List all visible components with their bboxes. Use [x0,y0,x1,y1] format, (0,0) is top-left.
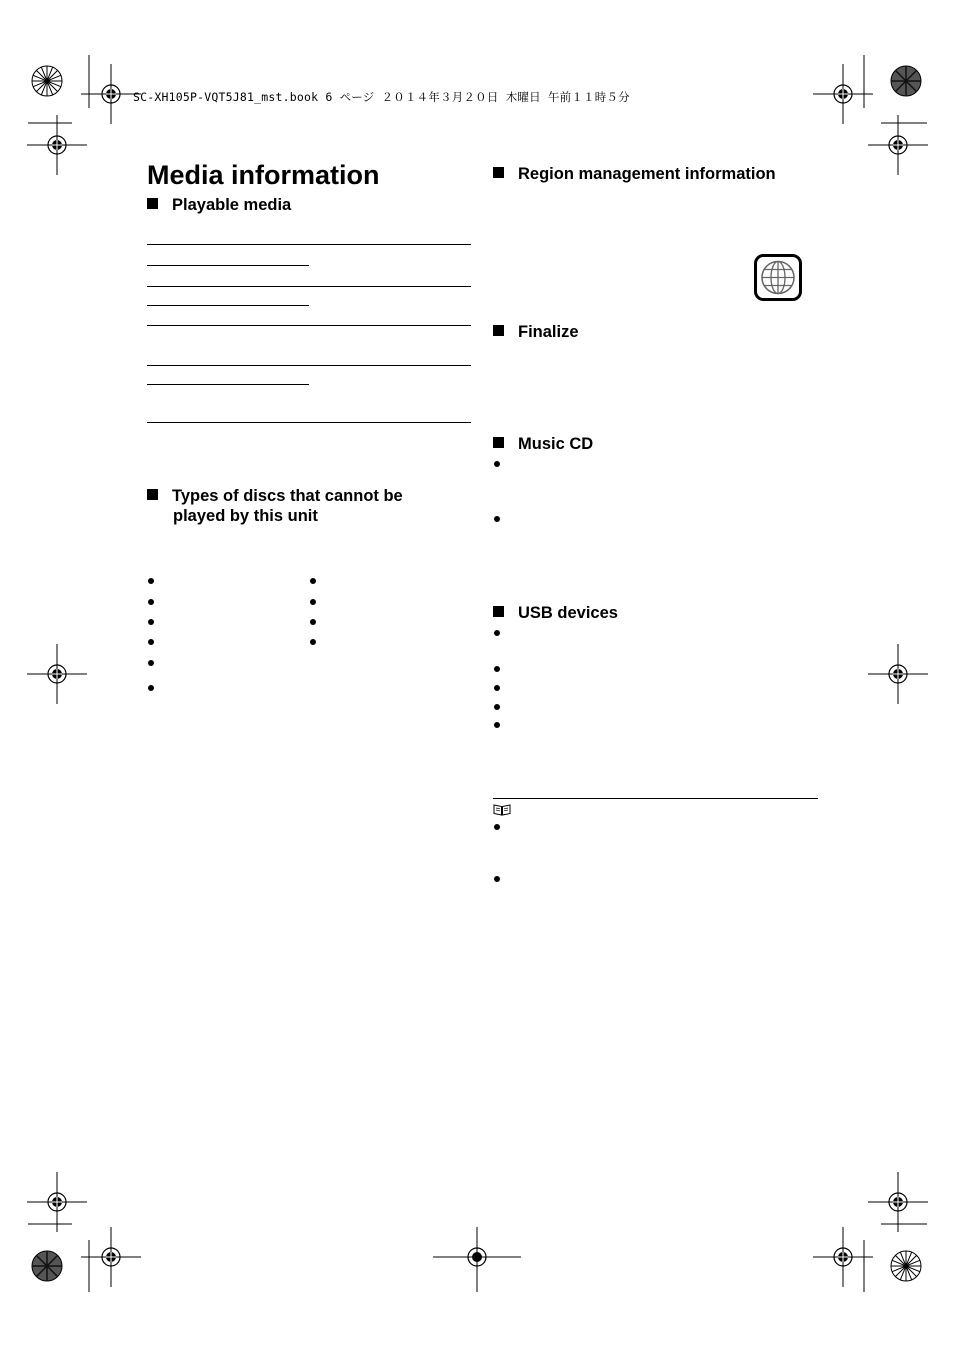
heading-square-icon [147,489,158,500]
bullet [148,619,154,625]
heading-square-icon [493,437,504,448]
bullet [494,516,500,522]
region-management-heading [493,165,776,184]
bullet [494,876,500,882]
table-rule [147,325,471,326]
table-rule [147,365,471,366]
table-rule-short [147,384,309,385]
bullet [494,722,500,728]
heading-text: Region management information [518,165,776,183]
heading-text: USB devices [518,604,618,622]
globe-region-all-icon [754,254,802,301]
open-book-icon [493,803,511,816]
bullet [494,685,500,691]
bullet [494,461,500,467]
heading-text: Playable media [172,196,292,214]
table-rule [147,422,471,423]
table-rule [147,244,471,245]
page-title: Media information [147,160,380,190]
table-rule-short [147,305,309,306]
table-rule [147,286,471,287]
bullet [494,666,500,672]
heading-square-icon [493,606,504,617]
bullet [148,660,154,666]
bullet [310,599,316,605]
bullet [310,619,316,625]
bullet [148,639,154,645]
heading-text-line1: Types of discs that cannot be [172,487,403,505]
heading-text: Music CD [518,435,594,453]
bullet [310,639,316,645]
bullet [494,704,500,710]
finalize-heading [493,323,579,342]
bullet [148,685,154,691]
music-cd-heading [493,435,593,454]
bullet [494,824,500,830]
unplayable-discs-heading [147,486,403,526]
heading-square-icon [493,167,504,178]
heading-square-icon [493,325,504,336]
note-divider [493,798,818,799]
playable-media-heading [147,196,291,215]
bullet [494,630,500,636]
usb-devices-heading [493,604,618,623]
table-rule-short [147,265,309,266]
heading-square-icon [147,198,158,209]
bullet [310,578,316,584]
bullet [148,578,154,584]
file-info-line: SC-XH105P-VQT5J81_mst.book 6 ページ ２０１４年３月２０日 木曜日 午前１１時５分 [133,90,630,104]
heading-text-line2: played by this unit [173,507,318,525]
heading-text: Finalize [518,323,579,341]
bullet [148,599,154,605]
